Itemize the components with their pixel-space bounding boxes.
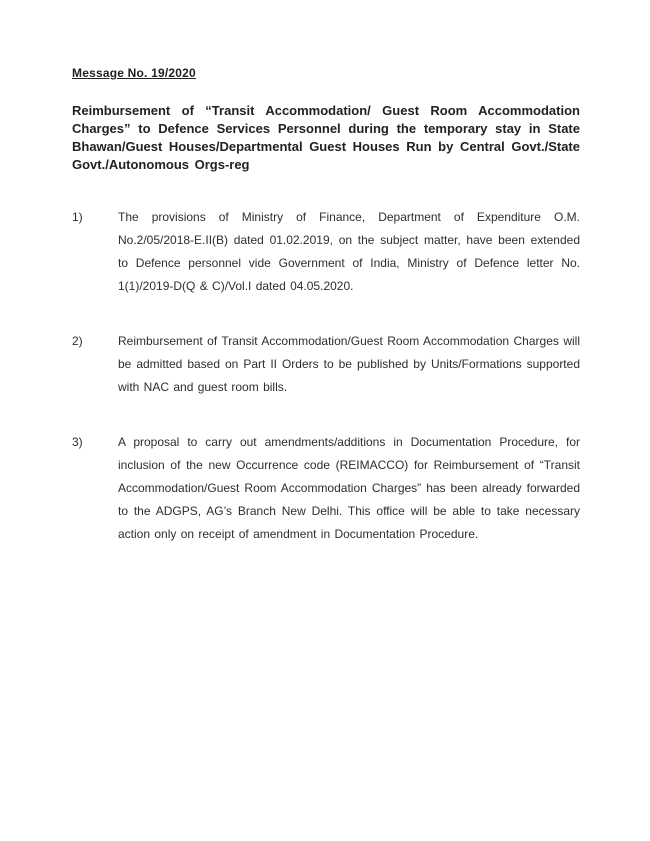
document-content xyxy=(72,66,580,578)
paragraph-number: 3) xyxy=(72,435,83,449)
paragraph-number: 1) xyxy=(72,210,83,224)
document-title: Reimbursement of “Transit Accommodation/ Guest Room Accommodation Charges” to Defence Services Personnel during the temporary stay in State Bhawan/Guest Houses/Departmental Guest Houses Run by Central Govt./State Govt./Autonomous Orgs-reg xyxy=(72,103,580,172)
paragraph-text: Reimbursement of Transit Accommodation/Guest Room Accommodation Charges will be admitted based on Part II Orders to be published by Units/Formations supported with NAC and guest room bills. xyxy=(118,334,580,394)
paragraph-item xyxy=(72,206,580,298)
paragraph-list xyxy=(72,206,580,546)
paragraph-text: The provisions of Ministry of Finance, Department of Expenditure O.M. No.2/05/2018-E.II(B) dated 01.02.2019, on the subject matter, have been extended to Defence personnel vide Government of India, Ministry of Defence letter No. 1(1)/2019-D(Q & C)/Vol.I dated 04.05.2020. xyxy=(118,210,580,293)
paragraph-item xyxy=(72,431,580,546)
paragraph-item xyxy=(72,330,580,399)
paragraph-text: A proposal to carry out amendments/additions in Documentation Procedure, for inclusion of the new Occurrence code (REIMACCO) for Reimbursement of “Transit Accommodation/Guest Room Accommodation Charges” has been already forwarded to the ADGPS, AG’s Branch New Delhi. This office will be able to take necessary action only on receipt of amendment in Documentation Procedure. xyxy=(118,435,580,541)
message-number: Message No. 19/2020 xyxy=(72,66,196,80)
paragraph-number: 2) xyxy=(72,334,83,348)
